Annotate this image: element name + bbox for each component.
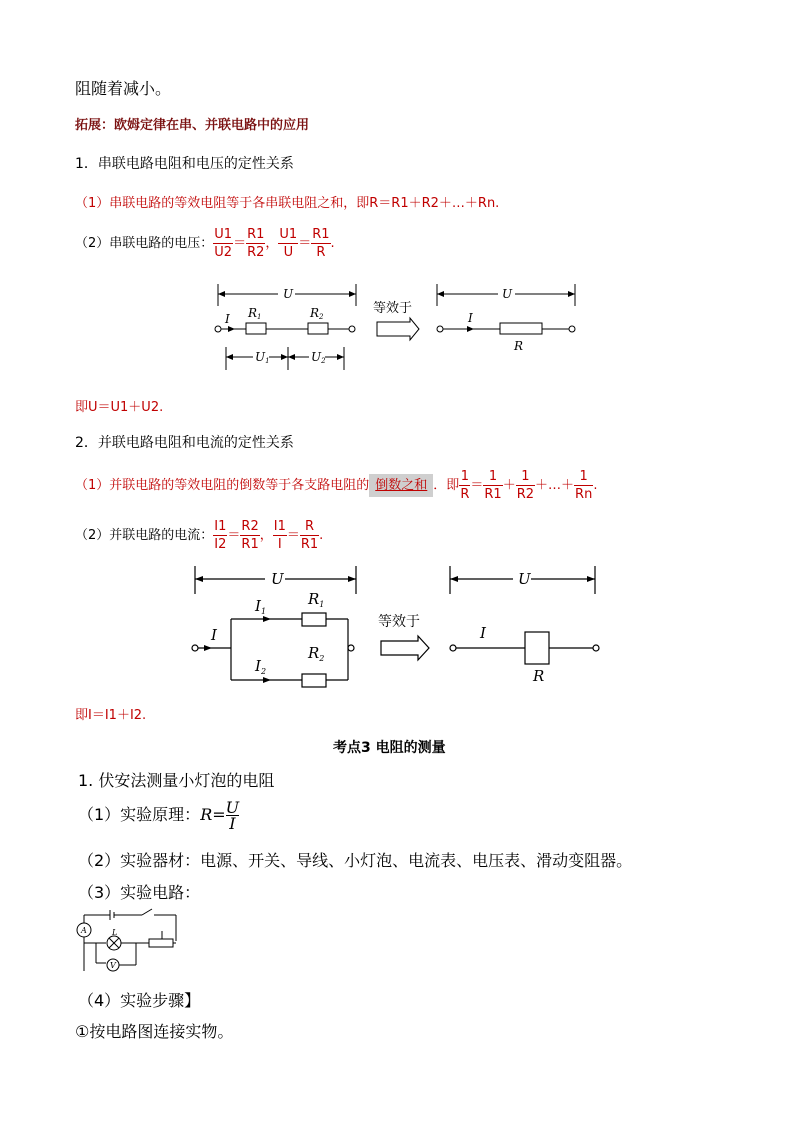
section-title: 考点3 电阻的测量 — [333, 740, 446, 756]
fraction-1-r: $\frac{1}{R}$ — [460, 469, 470, 502]
label-r-eq: R — [533, 667, 545, 685]
text-line: ①按电路图连接实物。 — [75, 1022, 234, 1041]
series-resistance-rule: （1）串联电路的等效电阻等于各串联电阻之和，即R＝R1＋R2＋…＋Rn. — [75, 196, 500, 211]
label-i: I — [211, 626, 217, 644]
label-i1: $I_1$ — [255, 597, 267, 616]
series-circuit-diagram — [205, 278, 595, 373]
fraction-u-i: $\frac{U}{I}$ — [225, 798, 240, 833]
parallel-resistance-rule: （1）并联电路的等效电阻的倒数等于各支路电阻的 倒数之和 ．即 $\frac{1}{R}$ ＝ $\frac{1}{R1}$ ＋ $\frac{1}{R2}$ ＋…＋ $\frac{1}{Rn}$ . — [75, 469, 598, 502]
fraction-u1-u: $\frac{U1}{U}$ — [279, 227, 298, 260]
answer-blank: 倒数之和 — [369, 474, 433, 497]
series-voltage-formula: （2）串联电路的电压： $\frac{U1}{U2}$ ＝ $\frac{R1}{R2}$ ， $\frac{U1}{U}$ ＝ $\frac{R1}{R}$ . — [75, 227, 335, 260]
label-r2: $R_2$ — [308, 644, 325, 663]
fraction-r2-r1: $\frac{R2}{R1}$ — [241, 519, 259, 552]
label-u-eq: U — [518, 570, 531, 588]
voltmeter-label: V — [110, 961, 116, 970]
fraction-1-r1: $\frac{1}{R1}$ — [484, 469, 502, 502]
label-r1: $R_1$ — [308, 590, 325, 609]
extension-title: 拓展：欧姆定律在串、并联电路中的应用 — [75, 118, 310, 133]
fraction-r-r1: $\frac{R}{R1}$ — [300, 519, 319, 552]
parallel-current-sum: 即I＝I1＋I2. — [75, 708, 147, 723]
label-r1: R1 — [248, 306, 262, 321]
label-i2: $I_2$ — [255, 657, 267, 676]
fraction-i1-i2: $\frac{I1}{I2}$ — [214, 519, 227, 552]
equivalent-label: 等效于 — [378, 614, 420, 630]
formula-label: （2）串联电路的电压： — [75, 236, 214, 251]
text-line: 1. 伏安法测量小灯泡的电阻 — [78, 771, 275, 790]
fraction-u1-u2: $\frac{U1}{U2}$ — [214, 227, 233, 260]
fraction-1-rn: $\frac{1}{Rn}$ — [575, 469, 593, 502]
label-u: U — [271, 570, 284, 588]
lamp-label: L — [112, 928, 118, 937]
text-line: （3）实验电路： — [78, 883, 201, 902]
section-heading: 2．并联电路电阻和电流的定性关系 — [75, 435, 294, 451]
label-u1: U1 — [255, 350, 270, 365]
label-r2: R2 — [310, 306, 324, 321]
ammeter-label: A — [81, 926, 87, 935]
label-u: U — [283, 287, 294, 301]
label-u-eq: U — [502, 287, 513, 301]
fraction-1-r2: $\frac{1}{R2}$ — [516, 469, 535, 502]
parallel-current-formula: （2）并联电路的电流： $\frac{I1}{I2}$ ＝ $\frac{R2}{R1}$ ， $\frac{I1}{I}$ ＝ $\frac{R}{R1}$ . — [75, 519, 324, 552]
label-i-eq: I — [480, 624, 486, 642]
label-i: I — [225, 312, 230, 326]
label-i-eq: I — [468, 311, 473, 325]
section-heading: 1．串联电路电阻和电压的定性关系 — [75, 156, 294, 172]
fraction-r1-r: $\frac{R1}{R}$ — [312, 227, 330, 260]
text-line: （4）实验步骤】 — [78, 991, 201, 1010]
label-u2: U2 — [311, 350, 326, 365]
measurement-circuit-diagram — [74, 905, 184, 977]
parallel-circuit-diagram — [185, 560, 605, 690]
equivalent-label: 等效于 — [373, 301, 413, 316]
text-line: 阻随着减小。 — [75, 79, 172, 98]
fraction-r1-r2: $\frac{R1}{R2}$ — [247, 227, 265, 260]
principle-line: （1）实验原理：R= $\frac{U}{I}$ — [78, 798, 240, 833]
label-r-eq: R — [514, 339, 524, 353]
fraction-i1-i: $\frac{I1}{I}$ — [273, 519, 286, 552]
series-voltage-sum: 即U＝U1＋U2. — [75, 400, 164, 415]
text-line: （2）实验器材：电源、开关、导线、小灯泡、电流表、电压表、滑动变阻器。 — [78, 851, 633, 870]
